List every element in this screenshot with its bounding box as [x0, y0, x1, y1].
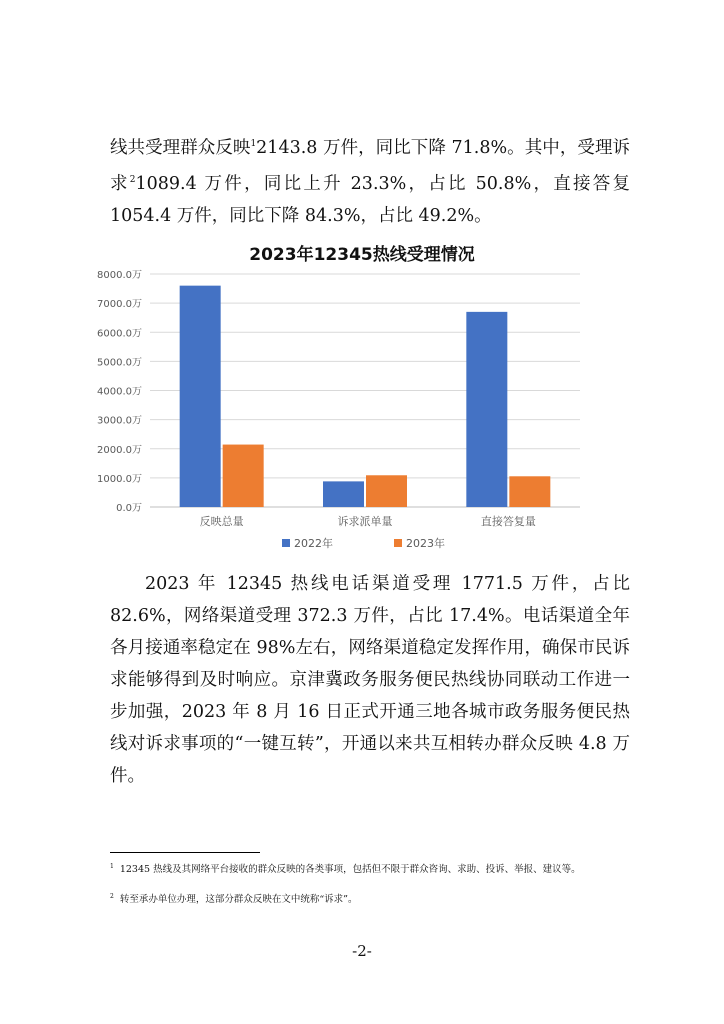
paragraph-2: 2023 年 12345 热线电话渠道受理 1771.5 万件，占比 82.6%，网络渠道受理 372.3 万件，占比 17.4%。电话渠道全年各月接通率稳定在 98%左右，网络渠道稳定发挥作用，确保市民诉求能够得到及时响应。京津冀政务服务便民热线协同联动工作进一步加强，2023 年 8 月 16 日正式开通三地各城市政务服务便民热线对诉求事项的“一键互转”，开通以来共互相转办群众反映 4.8 万件。 [110, 574, 630, 786]
para1-text-b: 2143.8 万件，同比下降 71.8%。其中，受理诉求 [110, 138, 630, 194]
y-tick-label: 5000.0万 [97, 357, 142, 369]
page-number: -2- [352, 942, 372, 960]
y-tick-label: 2000.0万 [97, 444, 142, 456]
legend-swatch [282, 539, 290, 547]
footnote-ref-1[interactable]: 1 [250, 139, 257, 149]
bar [323, 481, 364, 507]
footnote-1-text: 12345 热线及其网络平台接收的群众反映的各类事项，包括但不限于群众咨询、求助、投诉、举报、建议等。 [119, 864, 581, 875]
x-tick-label: 直接答复量 [480, 515, 536, 528]
bar [180, 286, 221, 507]
y-tick-label: 0.0万 [116, 503, 142, 514]
bar [366, 475, 407, 507]
legend-label: 2022年 [294, 537, 333, 550]
footnote-1-mark: 1 [110, 863, 114, 870]
legend-swatch [394, 539, 402, 547]
para1-text-a: 线共受理群众反映 [110, 138, 251, 158]
bar-chart [80, 262, 600, 562]
footnote-2 [110, 890, 630, 907]
y-tick-label: 6000.0万 [97, 328, 142, 340]
x-tick-label: 诉求派单量 [337, 515, 393, 528]
y-tick-label: 4000.0万 [97, 386, 142, 398]
y-tick-label: 3000.0万 [97, 415, 142, 427]
legend-label: 2023年 [406, 537, 445, 550]
bar [509, 476, 550, 507]
paragraph-1 [110, 128, 630, 232]
footnote-divider [110, 852, 260, 853]
footnote-1 [110, 860, 630, 877]
x-tick-label: 反映总量 [199, 515, 244, 528]
y-tick-label: 1000.0万 [97, 473, 142, 485]
footnote-ref-2[interactable]: 2 [129, 175, 136, 185]
bar [223, 445, 264, 507]
footnote-2-mark: 2 [110, 893, 114, 900]
footnote-2-text: 转至承办单位办理，这部分群众反映在文中统称“诉求”。 [119, 894, 358, 905]
chart-title: 2023年12345热线受理情况 [249, 245, 475, 265]
y-tick-label: 8000.0万 [97, 270, 142, 281]
para1-text-c: 1089.4 万件，同比上升 23.3%，占比 50.8%，直接答复 1054.4 万件，同比下降 84.3%，占比 49.2%。 [110, 174, 631, 226]
bar [466, 312, 507, 507]
y-tick-label: 7000.0万 [97, 299, 142, 311]
